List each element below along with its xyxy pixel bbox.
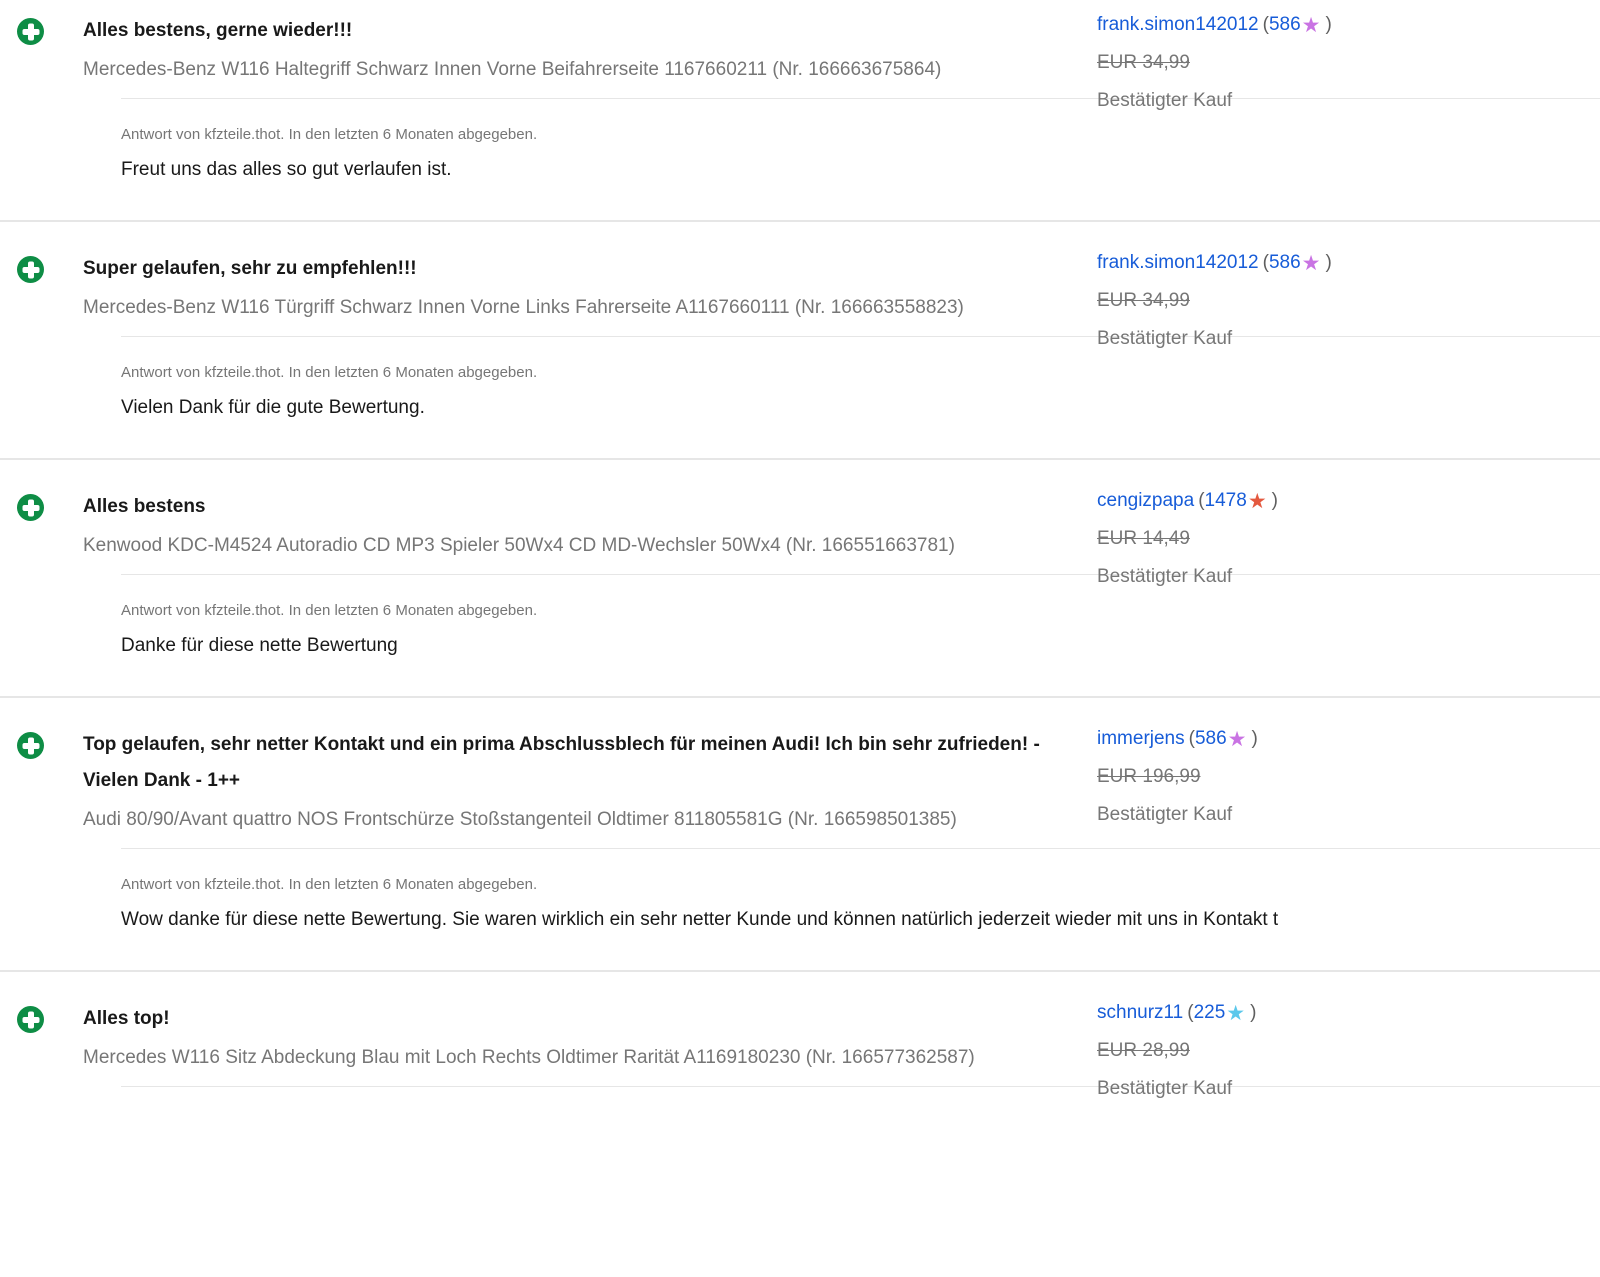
reply-attribution: Antwort von kfzteile.thot. In den letzten 6 Monaten abgegeben. xyxy=(121,602,538,619)
buyer-score-link[interactable]: 586 xyxy=(1268,252,1301,273)
feedback-meta xyxy=(1097,1001,1577,1101)
score-close-paren: ) xyxy=(1251,728,1258,749)
feedback-title: Alles bestens, gerne wieder!!! xyxy=(83,20,353,41)
feedback-meta xyxy=(1097,251,1577,351)
buyer-username-link[interactable]: frank.simon142012 xyxy=(1097,252,1259,273)
feedback-title: Alles top! xyxy=(83,1008,170,1029)
item-price: EUR 34,99 xyxy=(1097,52,1190,73)
buyer-line xyxy=(1097,727,1577,751)
buyer-score-link[interactable]: 225 xyxy=(1193,1002,1226,1023)
feedback-meta xyxy=(1097,489,1577,589)
buyer-username-link[interactable]: cengizpapa xyxy=(1097,490,1195,511)
score-open-paren: ( xyxy=(1187,1002,1194,1023)
reply-attribution: Antwort von kfzteile.thot. In den letzten 6 Monaten abgegeben. xyxy=(121,876,538,893)
feedback-entry xyxy=(0,0,1600,220)
item-description: Kenwood KDC-M4524 Autoradio CD MP3 Spieler 50Wx4 CD MD-Wechsler 50Wx4 (Nr. 166551663781) xyxy=(83,535,955,556)
positive-feedback-icon xyxy=(17,494,44,521)
buyer-score-link[interactable]: 586 xyxy=(1194,728,1227,749)
reply-attribution: Antwort von kfzteile.thot. In den letzten 6 Monaten abgegeben. xyxy=(121,364,538,381)
feedback-main xyxy=(83,489,1058,564)
buyer-score-link[interactable]: 586 xyxy=(1268,14,1301,35)
score-open-paren: ( xyxy=(1262,252,1269,273)
item-price: EUR 34,99 xyxy=(1097,290,1190,311)
feedback-entry xyxy=(0,220,1600,458)
positive-feedback-icon xyxy=(17,732,44,759)
feedback-star-icon: ★ xyxy=(1227,728,1247,751)
buyer-line xyxy=(1097,251,1577,275)
feedback-main xyxy=(83,1001,1058,1076)
score-open-paren: ( xyxy=(1262,14,1269,35)
feedback-main xyxy=(83,727,1058,838)
feedback-meta xyxy=(1097,727,1577,827)
verified-purchase-label: Bestätigter Kauf xyxy=(1097,1078,1233,1099)
score-close-paren: ) xyxy=(1325,252,1332,273)
feedback-entry xyxy=(0,458,1600,696)
feedback-star-icon: ★ xyxy=(1226,1002,1246,1025)
verified-purchase-label: Bestätigter Kauf xyxy=(1097,804,1233,825)
verified-purchase-label: Bestätigter Kauf xyxy=(1097,90,1233,111)
reply-attribution: Antwort von kfzteile.thot. In den letzten 6 Monaten abgegeben. xyxy=(121,126,538,143)
item-price: EUR 28,99 xyxy=(1097,1040,1190,1061)
feedback-main xyxy=(83,251,1058,326)
item-description: Mercedes-Benz W116 Türgriff Schwarz Innen Vorne Links Fahrerseite A1167660111 (Nr. 166663558823) xyxy=(83,297,964,318)
seller-reply: Danke für diese nette Bewertung xyxy=(121,635,398,656)
buyer-line xyxy=(1097,489,1577,513)
reply-divider xyxy=(121,848,1600,849)
score-close-paren: ) xyxy=(1325,14,1332,35)
feedback-entry xyxy=(0,696,1600,970)
feedback-star-icon: ★ xyxy=(1247,490,1267,513)
verified-purchase-label: Bestätigter Kauf xyxy=(1097,328,1233,349)
feedback-title: Super gelaufen, sehr zu empfehlen!!! xyxy=(83,258,417,279)
feedback-title: Top gelaufen, sehr netter Kontakt und ein prima Abschlussblech für meinen Audi! Ich bin sehr zufrieden! - Vielen Dank - 1++ xyxy=(83,734,1040,791)
verified-purchase-label: Bestätigter Kauf xyxy=(1097,566,1233,587)
buyer-line xyxy=(1097,1001,1577,1025)
seller-reply: Freut uns das alles so gut verlaufen ist. xyxy=(121,159,452,180)
buyer-username-link[interactable]: frank.simon142012 xyxy=(1097,14,1259,35)
item-price: EUR 14,49 xyxy=(1097,528,1190,549)
score-open-paren: ( xyxy=(1198,490,1205,511)
feedback-star-icon: ★ xyxy=(1301,252,1321,275)
positive-feedback-icon xyxy=(17,1006,44,1033)
item-description: Audi 80/90/Avant quattro NOS Frontschürze Stoßstangenteil Oldtimer 811805581G (Nr. 166598501385) xyxy=(83,809,957,830)
item-price: EUR 196,99 xyxy=(1097,766,1201,787)
feedback-main xyxy=(83,13,1058,88)
feedback-title: Alles bestens xyxy=(83,496,206,517)
positive-feedback-icon xyxy=(17,18,44,45)
seller-reply: Wow danke für diese nette Bewertung. Sie waren wirklich ein sehr netter Kunde und können natürlich jederzeit wieder mit uns in Kontakt t xyxy=(121,909,1279,930)
score-open-paren: ( xyxy=(1188,728,1195,749)
buyer-line xyxy=(1097,13,1577,37)
buyer-username-link[interactable]: schnurz11 xyxy=(1097,1002,1184,1023)
seller-reply: Vielen Dank für die gute Bewertung. xyxy=(121,397,425,418)
item-description: Mercedes-Benz W116 Haltegriff Schwarz Innen Vorne Beifahrerseite 1167660211 (Nr. 166663675864) xyxy=(83,59,942,80)
feedback-entry xyxy=(0,970,1600,1123)
score-close-paren: ) xyxy=(1271,490,1278,511)
buyer-score-link[interactable]: 1478 xyxy=(1204,490,1247,511)
positive-feedback-icon xyxy=(17,256,44,283)
feedback-meta xyxy=(1097,13,1577,113)
score-close-paren: ) xyxy=(1250,1002,1257,1023)
item-description: Mercedes W116 Sitz Abdeckung Blau mit Loch Rechts Oldtimer Rarität A1169180230 (Nr. 166577362587) xyxy=(83,1047,975,1068)
buyer-username-link[interactable]: immerjens xyxy=(1097,728,1185,749)
feedback-star-icon: ★ xyxy=(1301,14,1321,37)
